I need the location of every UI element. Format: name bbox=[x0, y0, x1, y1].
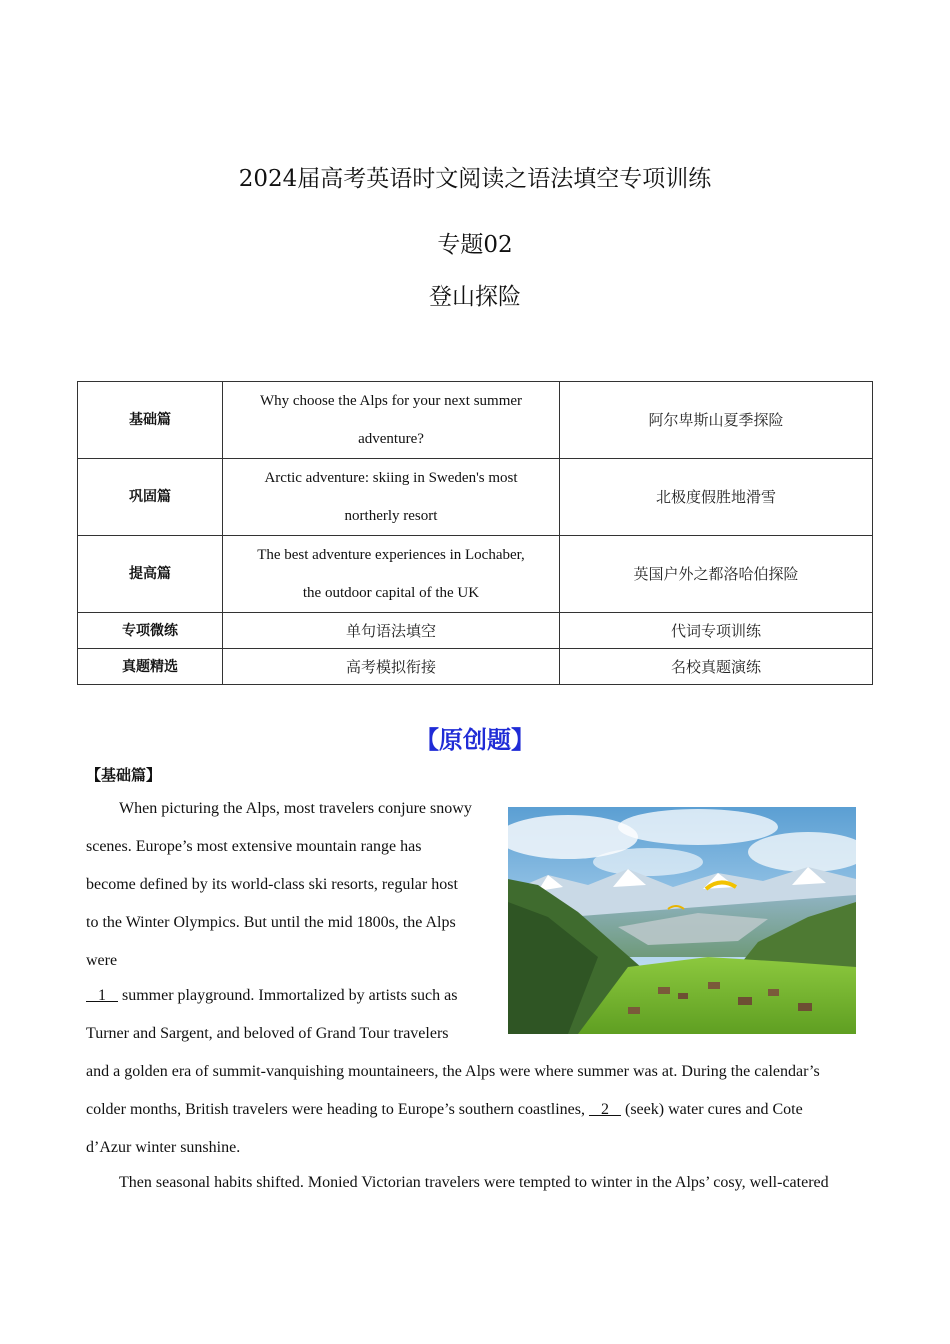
title-line: adventure? bbox=[358, 431, 424, 447]
passage-line: d’Azur winter sunshine. bbox=[86, 1139, 241, 1156]
passage-line: When picturing the Alps, most travelers conjure snowy bbox=[119, 800, 472, 817]
passage-text: (seek) water cures and Cote bbox=[620, 1101, 803, 1118]
topic-title: 登山探险 bbox=[429, 284, 521, 310]
table-row bbox=[78, 536, 873, 613]
table-row bbox=[78, 613, 873, 649]
blank-1[interactable]: 1 bbox=[86, 987, 118, 1004]
level-cell: 专项微练 bbox=[78, 613, 223, 649]
level-cell: 真题精选 bbox=[78, 649, 223, 685]
alps-landscape-photo bbox=[508, 807, 856, 1034]
blank-2[interactable]: 2 bbox=[588, 1101, 621, 1118]
passage-line: scenes. Europe’s most extensive mountain range has bbox=[86, 838, 422, 855]
passage-line: were bbox=[86, 952, 118, 969]
table-row bbox=[78, 382, 873, 459]
title-line: The best adventure experiences in Lochaber, bbox=[257, 547, 525, 563]
title-line: Arctic adventure: skiing in Sweden's most bbox=[264, 470, 518, 486]
passage-line bbox=[86, 1091, 803, 1129]
summary-cell: 阿尔卑斯山夏季探险 bbox=[560, 382, 873, 459]
title-cell bbox=[223, 459, 560, 536]
title-cell bbox=[223, 382, 560, 459]
title-line: the outdoor capital of the UK bbox=[302, 585, 480, 601]
table-row bbox=[78, 649, 873, 685]
passage-line: Then seasonal habits shifted. Monied Victorian travelers were tempted to winter in the Alps’ cosy, well-catered bbox=[119, 1174, 829, 1191]
overview-table bbox=[77, 381, 873, 685]
table-row bbox=[78, 459, 873, 536]
section-label: 【基础篇】 bbox=[86, 766, 162, 784]
passage-line: become defined by its world-class ski resorts, regular host bbox=[86, 876, 458, 893]
passage-text: colder months, British travelers were heading to Europe’s southern coastlines, bbox=[86, 1101, 589, 1118]
passage-line bbox=[86, 977, 457, 1015]
passage-line: Turner and Sargent, and beloved of Grand Tour travelers bbox=[86, 1025, 449, 1042]
passage-line: to the Winter Olympics. But until the mid 1800s, the Alps bbox=[86, 914, 456, 931]
title-cell bbox=[223, 536, 560, 613]
passage-line: and a golden era of summit-vanquishing mountaineers, the Alps were where summer was at. During the calendar’s bbox=[86, 1063, 820, 1080]
topic-number: 专题02 bbox=[437, 232, 513, 258]
summary-cell: 名校真题演练 bbox=[560, 649, 873, 685]
passage-text: summer playground. Immortalized by artists such as bbox=[118, 987, 458, 1004]
title-line: Why choose the Alps for your next summer bbox=[259, 393, 523, 409]
title-line: northerly resort bbox=[344, 508, 438, 524]
level-cell: 基础篇 bbox=[78, 382, 223, 459]
summary-cell: 代词专项训练 bbox=[560, 613, 873, 649]
document-title: 2024届高考英语时文阅读之语法填空专项训练 bbox=[238, 166, 712, 192]
level-cell: 巩固篇 bbox=[78, 459, 223, 536]
summary-cell: 英国户外之都洛哈伯探险 bbox=[560, 536, 873, 613]
title-cell: 高考模拟衔接 bbox=[223, 649, 560, 685]
summary-cell: 北极度假胜地滑雪 bbox=[560, 459, 873, 536]
title-cell: 单句语法填空 bbox=[223, 613, 560, 649]
level-cell: 提高篇 bbox=[78, 536, 223, 613]
section-heading: 【原创题】 bbox=[415, 726, 535, 754]
